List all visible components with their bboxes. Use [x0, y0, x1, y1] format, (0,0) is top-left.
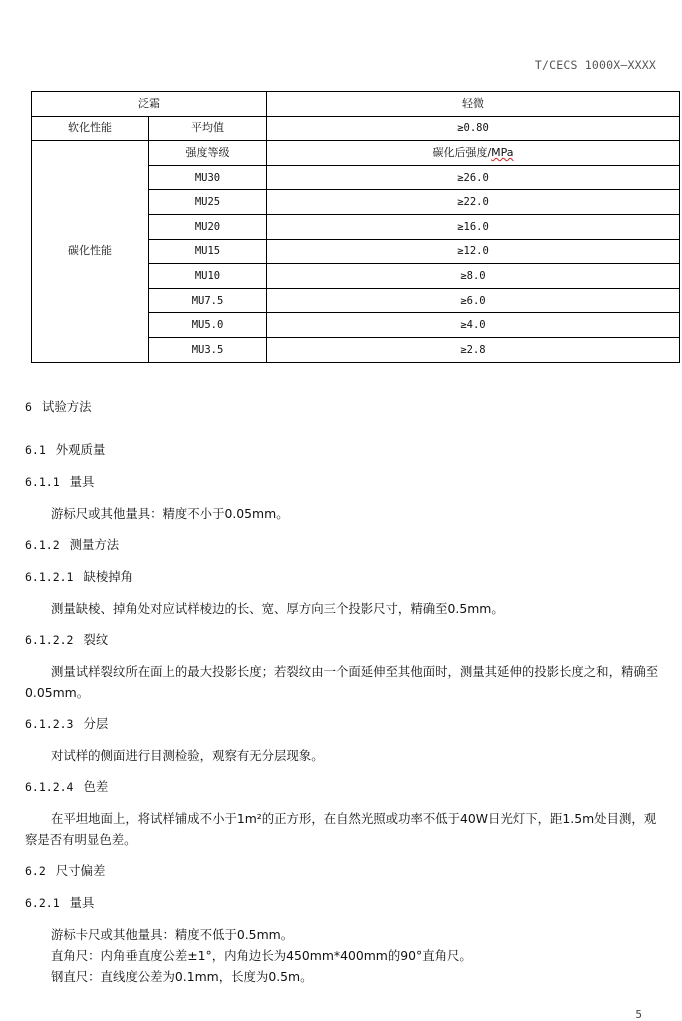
- paragraph: 在平坦地面上，将试样铺成不小于1m²的正方形，在自然光照或功率不低于40W日光灯下，距1.5m处目测，观察是否有明显色差。: [25, 811, 657, 847]
- grade-cell: MU5.0: [149, 313, 267, 338]
- strength-cell: ≥22.0: [267, 190, 680, 215]
- section-heading-6-1: [25, 439, 660, 461]
- section-title: 量具: [69, 895, 95, 910]
- grade-cell: MU20: [149, 214, 267, 239]
- section-title: 尺寸偏差: [55, 863, 106, 878]
- section-number: 6.1.2.4: [25, 780, 74, 794]
- softening-label: 软化性能: [32, 116, 149, 141]
- section-title: 色差: [83, 779, 109, 794]
- section-title: 缺棱掉角: [83, 569, 134, 584]
- section-heading-6-1-1: [25, 471, 660, 493]
- grade-cell: MU3.5: [149, 337, 267, 362]
- section-title: 外观质量: [55, 442, 106, 457]
- document-body: [25, 396, 660, 987]
- grade-cell: MU10: [149, 264, 267, 289]
- page-number: 5: [635, 1008, 642, 1021]
- paragraph: 测量试样裂纹所在面上的最大投影长度；若裂纹由一个面延伸至其他面时，测量其延伸的投影长度之和，精确至0.05mm。: [25, 664, 659, 700]
- section-heading-6-1-2-1: [25, 566, 660, 588]
- section-heading-6-2-1: [25, 892, 660, 914]
- section-title: 试验方法: [41, 399, 92, 414]
- paragraph: 直角尺：内角垂直度公差±1°，内角边长为450mm*400mm的90°直角尺。: [51, 948, 472, 963]
- efflorescence-label: 泛霜: [32, 92, 267, 117]
- table-row: [32, 92, 680, 117]
- softening-sublabel: 平均值: [149, 116, 267, 141]
- section-number: 6: [25, 400, 32, 414]
- column-header-grade: 强度等级: [149, 141, 267, 166]
- strength-cell: ≥2.8: [267, 337, 680, 362]
- document-code-header: T/CECS 1000X—XXXX: [534, 58, 656, 72]
- section-heading-6: [25, 396, 660, 418]
- section-heading-6-1-2-4: [25, 776, 660, 798]
- section-number: 6.1.2: [25, 538, 60, 552]
- table-row: [32, 116, 680, 141]
- section-number: 6.2.1: [25, 896, 60, 910]
- table-row: [32, 141, 680, 166]
- carbonation-label: 碳化性能: [32, 141, 149, 362]
- grade-cell: MU15: [149, 239, 267, 264]
- paragraph: 游标尺或其他量具：精度不小于0.05mm。: [51, 506, 289, 521]
- softening-value: ≥0.80: [267, 116, 680, 141]
- strength-header-prefix: 碳化后强度/: [432, 145, 492, 159]
- strength-cell: ≥26.0: [267, 165, 680, 190]
- section-heading-6-1-2: [25, 534, 660, 556]
- strength-cell: ≥4.0: [267, 313, 680, 338]
- strength-header-unit: MPa: [491, 145, 514, 159]
- efflorescence-value: 轻微: [267, 92, 680, 117]
- grade-cell: MU30: [149, 165, 267, 190]
- section-title: 量具: [69, 474, 95, 489]
- strength-cell: ≥16.0: [267, 214, 680, 239]
- section-number: 6.1.2.1: [25, 570, 74, 584]
- column-header-strength: [267, 141, 680, 166]
- section-number: 6.1.2.3: [25, 717, 74, 731]
- section-title: 裂纹: [83, 632, 109, 647]
- grade-cell: MU25: [149, 190, 267, 215]
- section-heading-6-2: [25, 860, 660, 882]
- section-number: 6.2: [25, 864, 46, 878]
- section-title: 分层: [83, 716, 109, 731]
- section-heading-6-1-2-2: [25, 629, 660, 651]
- performance-table: [31, 91, 680, 363]
- paragraph: 钢直尺：直线度公差为0.1mm，长度为0.5m。: [51, 969, 313, 984]
- strength-cell: ≥8.0: [267, 264, 680, 289]
- strength-cell: ≥12.0: [267, 239, 680, 264]
- section-heading-6-1-2-3: [25, 713, 660, 735]
- paragraph: 对试样的侧面进行目测检验，观察有无分层现象。: [51, 748, 324, 763]
- section-number: 6.1.2.2: [25, 633, 74, 647]
- paragraph: 测量缺棱、掉角处对应试样棱边的长、宽、厚方向三个投影尺寸，精确至0.5mm。: [51, 601, 504, 616]
- strength-cell: ≥6.0: [267, 288, 680, 313]
- grade-cell: MU7.5: [149, 288, 267, 313]
- section-title: 测量方法: [69, 537, 120, 552]
- section-number: 6.1.1: [25, 475, 60, 489]
- section-number: 6.1: [25, 443, 46, 457]
- paragraph: 游标卡尺或其他量具：精度不低于0.5mm。: [51, 927, 294, 942]
